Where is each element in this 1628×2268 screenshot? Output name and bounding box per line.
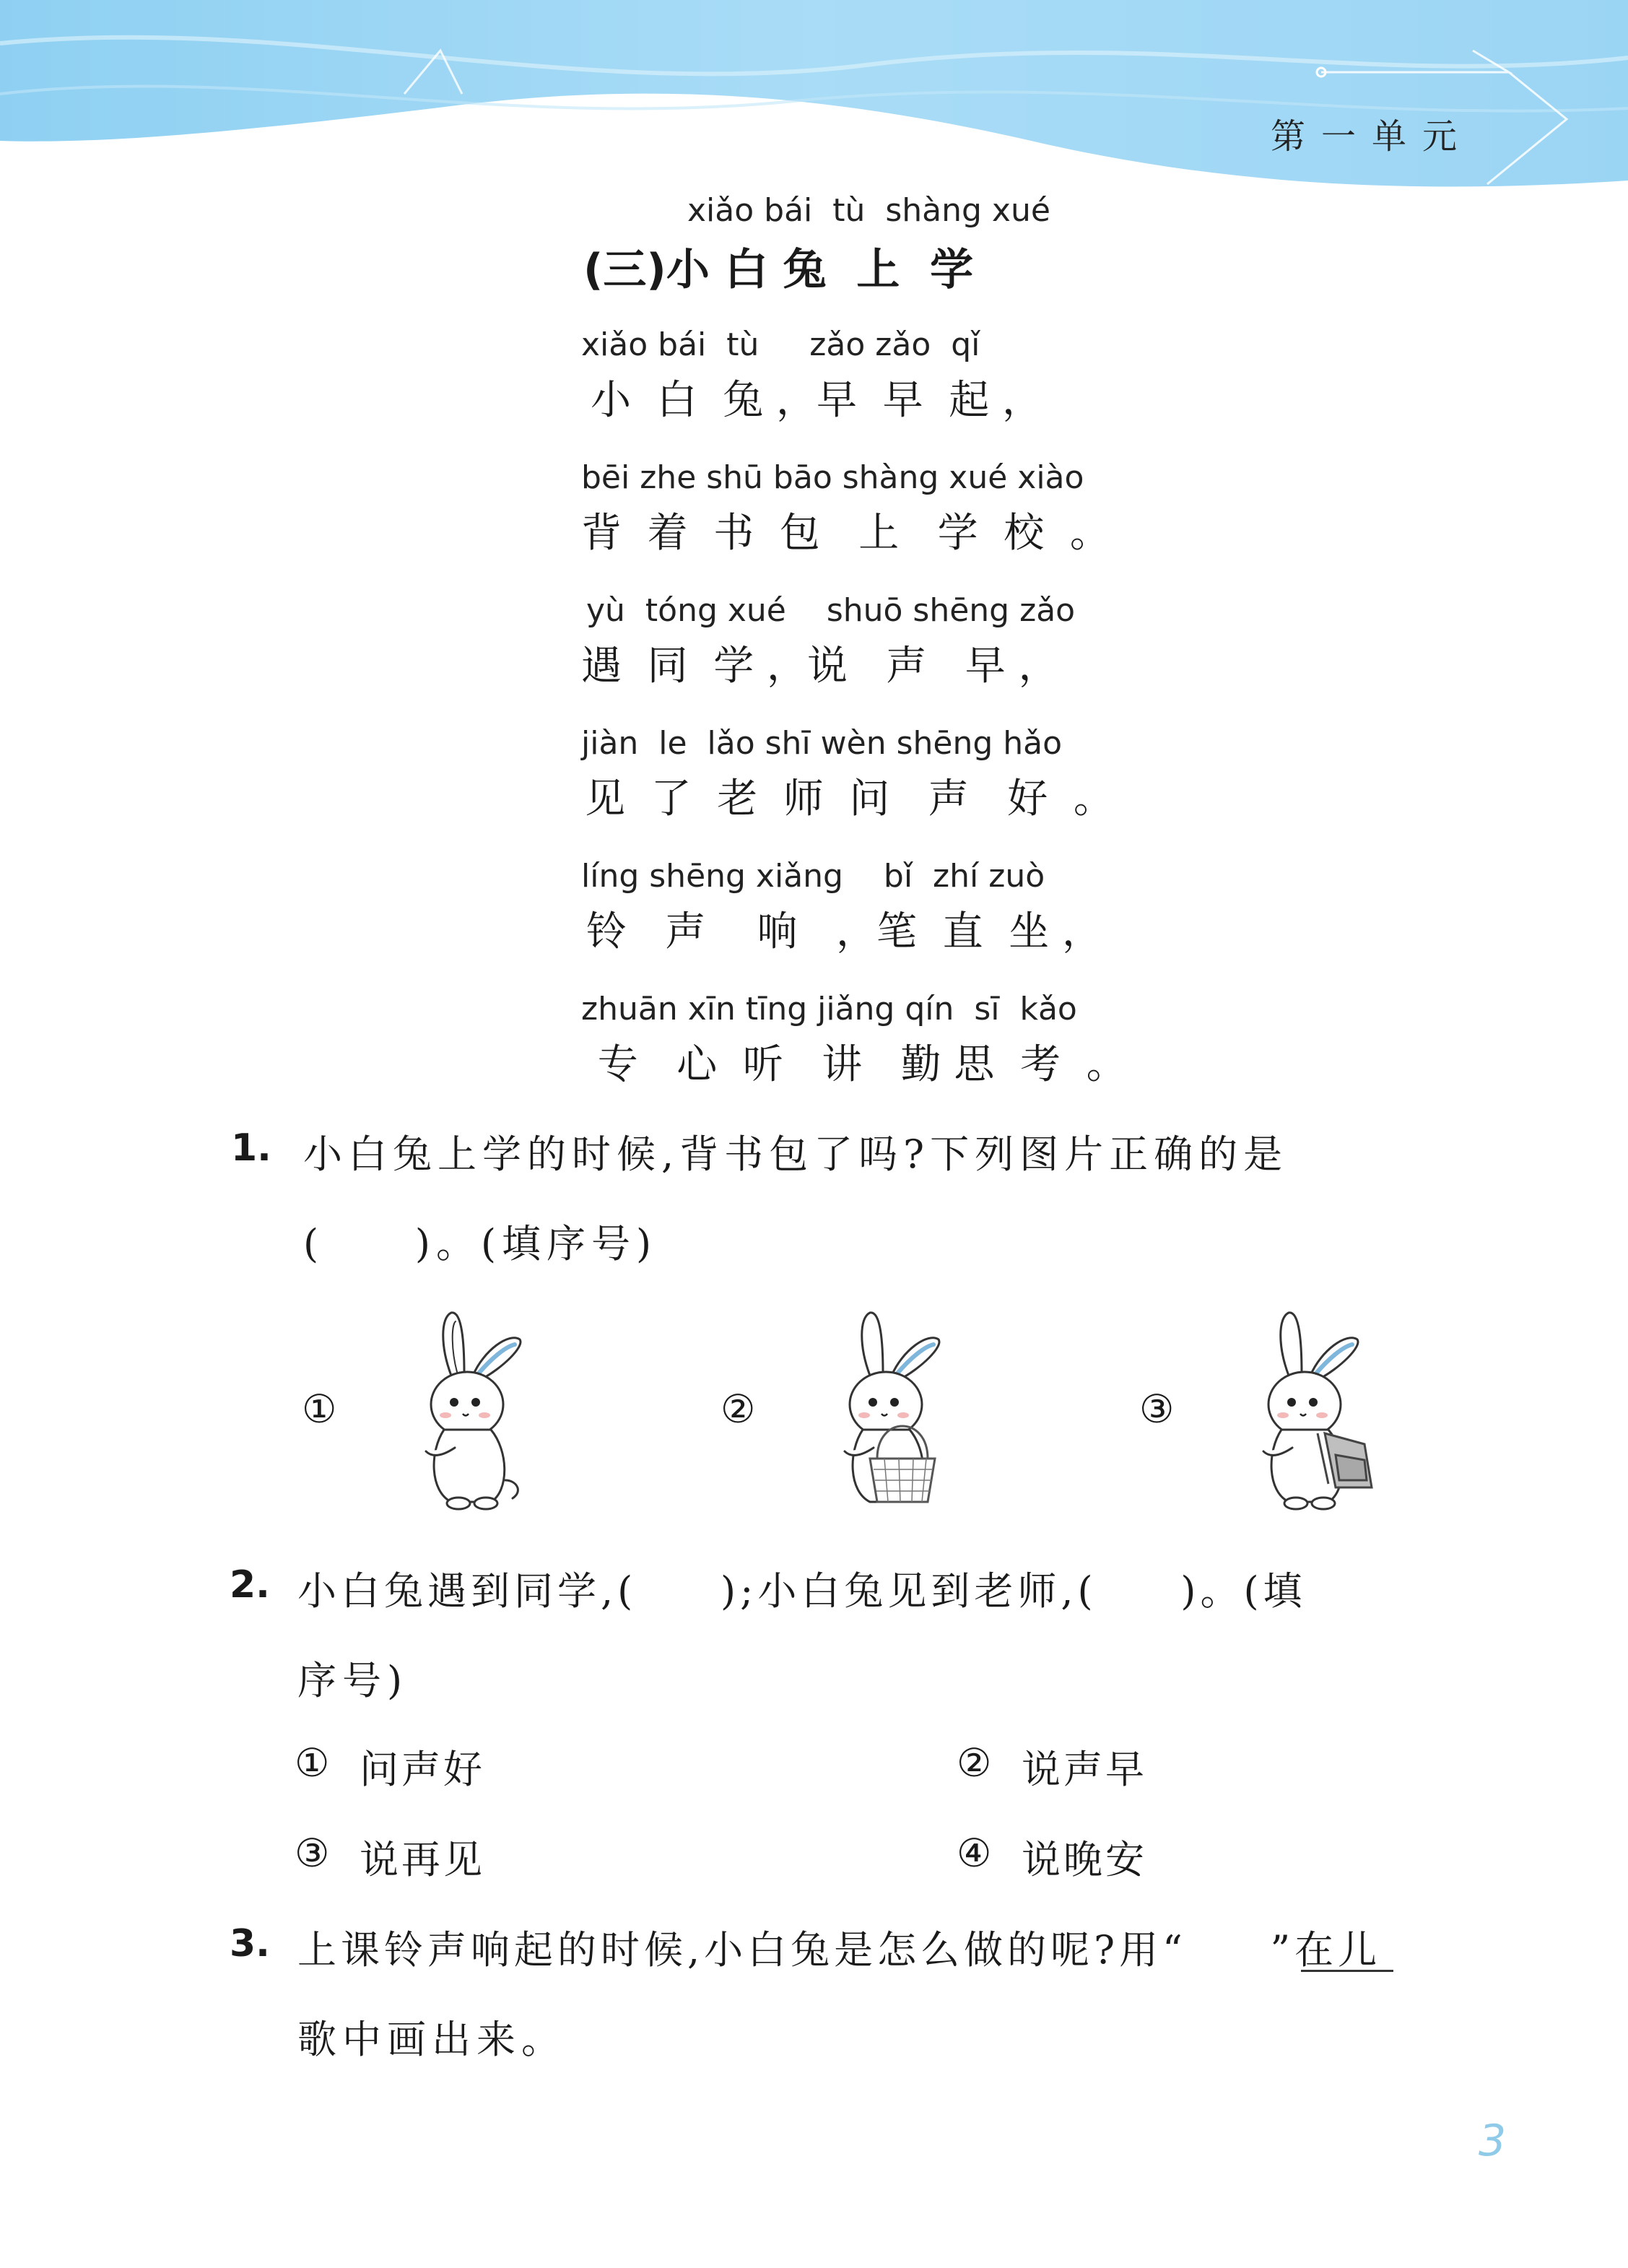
poem-line-1: 小 白 兔 ，早 早 起 ，: [591, 377, 1043, 424]
question-2-text-cont: 序号): [297, 1658, 409, 1703]
question-1-text: 小白兔上学的时候,背书包了吗?下列图片正确的是: [303, 1131, 1289, 1177]
poem-line-3-pinyin: yù tóng xué shuō shēng zǎo: [586, 592, 1076, 629]
poem-line-5: 铃 声 响 ，笔 直 坐 ，: [586, 908, 1103, 955]
q2-option-2-text: 说声早: [1022, 1747, 1147, 1792]
poem-line-3: 遇 同 学 ，说 声 早 ，: [581, 643, 1059, 690]
q2-option-1-text: 问声好: [360, 1747, 485, 1792]
q2-option-4-text: 说晚安: [1022, 1837, 1147, 1882]
q2-option-4-mark: ④: [957, 1830, 992, 1876]
poem-line-6-pinyin: zhuān xīn tīng jiǎng qín sī kǎo: [581, 991, 1077, 1027]
underline-sample: [1301, 1970, 1393, 1972]
q2-option-3-mark: ③: [295, 1830, 330, 1876]
q1-option-1-mark: ①: [302, 1386, 337, 1432]
unit-label: 第一单元: [1271, 116, 1474, 157]
title-pinyin: xiǎo bái tù shàng xué: [687, 192, 1050, 229]
poem-line-1-pinyin: xiǎo bái tù zǎo zǎo qǐ: [581, 326, 980, 363]
poem-line-4: 见 了 老 师 问 声 好 。: [585, 775, 1114, 822]
poem-line-4-pinyin: jiàn le lǎo shī wèn shēng hǎo: [581, 725, 1063, 762]
rabbit-backpack-illustration: [1238, 1307, 1383, 1516]
rabbit-plain-illustration: [401, 1307, 545, 1516]
q2-option-2-mark: ②: [957, 1740, 992, 1786]
q1-option-2-mark: ②: [721, 1386, 756, 1432]
header-wave-banner: [0, 0, 1628, 202]
poem-title: (三)小 白 兔 上 学: [583, 245, 974, 295]
q2-option-3-text: 说再见: [360, 1837, 485, 1882]
rabbit-basket-illustration: [819, 1307, 964, 1516]
poem-line-6: 专 心 听 讲 勤 思 考 。: [585, 1041, 1127, 1088]
question-1-number: 1.: [231, 1126, 271, 1170]
question-2-text[interactable]: 小白兔遇到同学,( );小白兔见到老师,( )。(填: [297, 1568, 1307, 1614]
poem-line-5-pinyin: líng shēng xiǎng bǐ zhí zuò: [581, 858, 1045, 895]
page-number: 3: [1479, 2116, 1507, 2166]
q2-option-1-mark: ①: [295, 1740, 330, 1786]
poem-line-2: 背 着 书 包 上 学 校 。: [581, 510, 1110, 557]
q1-option-3-mark: ③: [1139, 1386, 1175, 1432]
question-1-answer-blank[interactable]: ( )。(填序号): [303, 1221, 658, 1266]
question-3-text: 上课铃声响起的时候,小白兔是怎么做的呢?用“ ”在儿: [297, 1927, 1382, 1973]
poem-line-2-pinyin: bēi zhe shū bāo shàng xué xiào: [581, 459, 1084, 496]
question-3-text-cont: 歌中画出来。: [297, 2017, 566, 2062]
question-3-number: 3.: [230, 1922, 270, 1965]
question-2-number: 2.: [230, 1563, 270, 1607]
